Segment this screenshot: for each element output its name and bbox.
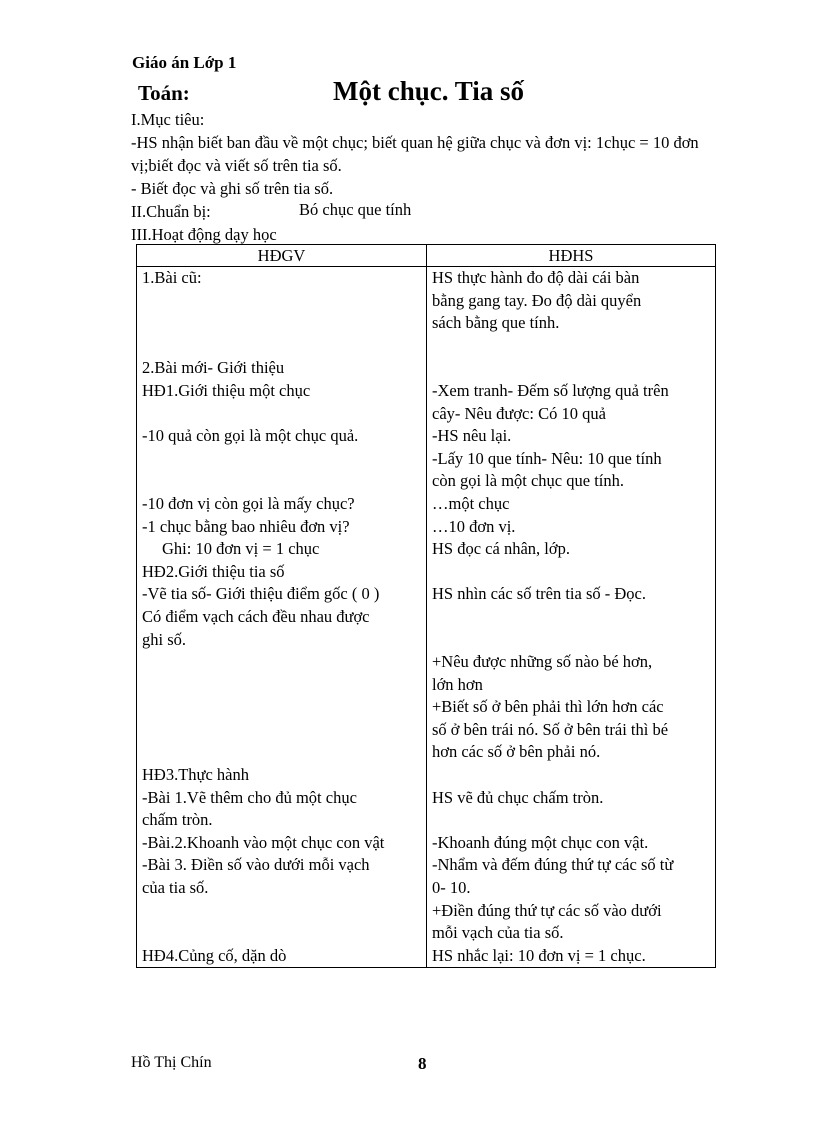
activity-line: HS vẽ đủ chục chấm tròn.	[432, 787, 604, 807]
activity-line: -10 quả còn gọi là một chục quả.	[142, 426, 359, 446]
activity-line: +Điền đúng thứ tự các số vào dưới	[432, 900, 662, 920]
activity-line: -Nhẩm và đếm đúng thứ tự các số từ	[432, 855, 674, 875]
activity-line	[142, 290, 421, 313]
author-name: Hồ Thị Chín	[131, 1054, 212, 1071]
activity-line: -Vẽ tia số- Giới thiệu điểm gốc ( 0 )	[142, 584, 380, 604]
activity-line: Có điểm vạch cách đều nhau được	[142, 606, 370, 626]
activity-line	[432, 606, 710, 629]
activity-line	[142, 403, 421, 426]
table-header-row	[137, 245, 716, 267]
teacher-column-header: HĐGV	[137, 245, 427, 267]
document-label: Giáo án Lớp 1	[132, 53, 237, 72]
activity-line: HĐ3.Thực hành	[142, 765, 250, 785]
activity-line: HS nhìn các số trên tia số - Đọc.	[432, 584, 646, 604]
page-number: 8	[418, 1054, 427, 1073]
activity-line: 1.Bài cũ:	[142, 268, 202, 287]
activity-line: bằng gang tay. Đo độ dài quyển	[432, 290, 642, 310]
activity-line	[142, 922, 421, 945]
activity-line: +Biết số ở bên phải thì lớn hơn các	[432, 697, 664, 717]
activity-line	[142, 335, 421, 358]
page-title: Một chục. Tia số	[333, 76, 525, 106]
activity-line	[142, 470, 421, 493]
activity-line: -Bài 1.Vẽ thêm cho đủ một chục	[142, 787, 357, 807]
activity-line: ghi số.	[142, 629, 187, 649]
activity-line: HS thực hành đo độ dài cái bàn	[432, 268, 640, 287]
activity-line: 0- 10.	[432, 878, 471, 898]
activity-line	[142, 719, 421, 742]
subject-label: Toán:	[138, 81, 190, 105]
activity-line: +Nêu được những số nào bé hơn,	[432, 652, 653, 672]
student-column-header: HĐHS	[427, 245, 716, 267]
activity-line	[142, 696, 421, 719]
activity-line: -Bài.2.Khoanh vào một chục con vật	[142, 832, 385, 852]
activities-heading: III.Hoạt động dạy học	[131, 225, 277, 244]
activity-line: -Xem tranh- Đếm số lượng quả trên	[432, 380, 669, 400]
activity-line: HS đọc cá nhân, lớp.	[432, 539, 570, 559]
activity-line: -Lấy 10 que tính- Nêu: 10 que tính	[432, 448, 662, 468]
activity-line: sách bằng que tính.	[432, 313, 560, 333]
activity-line	[142, 900, 421, 923]
activity-line: Ghi: 10 đơn vị = 1 chục	[162, 539, 320, 559]
activity-line: của tia số.	[142, 878, 209, 898]
activity-line	[142, 651, 421, 674]
preparation-heading: II.Chuẩn bị:	[131, 202, 211, 221]
activity-line	[142, 448, 421, 471]
objective-2: - Biết đọc và ghi số trên tia số.	[131, 179, 334, 198]
activity-line: mỗi vạch của tia số.	[432, 923, 564, 943]
activity-line	[142, 312, 421, 335]
activity-line: -Bài 3. Điền số vào dưới mỗi vạch	[142, 855, 370, 875]
activity-line	[432, 809, 710, 832]
student-activities-cell	[427, 267, 716, 968]
activity-line: 2.Bài mới- Giới thiệu	[142, 358, 285, 378]
activity-line: còn gọi là một chục que tính.	[432, 471, 624, 491]
activity-line: chấm tròn.	[142, 810, 213, 830]
table-row	[137, 267, 716, 968]
objective-1: -HS nhận biết ban đầu về một chục; biết quan hệ giữa chục và đơn vị: 1chục = 10 đơn vị;biết đọc và viết số trên tia số.	[131, 133, 699, 175]
activities-table	[136, 244, 716, 968]
activity-line: HĐ2.Giới thiệu tia số	[142, 561, 285, 581]
activity-line: cây- Nêu được: Có 10 quả	[432, 403, 606, 423]
activity-line: …10 đơn vị.	[432, 516, 516, 536]
activity-line: -Khoanh đúng một chục con vật.	[432, 832, 649, 852]
activity-line: HĐ4.Củng cố, dặn dò	[142, 945, 287, 965]
objectives-heading: I.Mục tiêu:	[131, 110, 205, 129]
activity-line	[432, 357, 710, 380]
activity-line: HS nhắc lại: 10 đơn vị = 1 chục.	[432, 945, 646, 965]
activity-line: HĐ1.Giới thiệu một chục	[142, 380, 311, 400]
activity-line: -10 đơn vị còn gọi là mấy chục?	[142, 493, 355, 513]
activity-line	[432, 629, 710, 652]
activity-line: hơn các số ở bên phải nó.	[432, 742, 601, 762]
activity-line	[142, 741, 421, 764]
preparation-value: Bó chục que tính	[299, 200, 412, 219]
activity-line	[432, 764, 710, 787]
activity-line	[142, 674, 421, 697]
teacher-activities-cell	[137, 267, 427, 968]
activity-line: số ở bên trái nó. Số ở bên trái thì bé	[432, 719, 669, 739]
activity-line: …một chục	[432, 493, 510, 513]
activity-line	[432, 335, 710, 358]
activity-line: -HS nêu lại.	[432, 426, 512, 446]
activity-line	[432, 561, 710, 584]
activity-line: -1 chục bằng bao nhiêu đơn vị?	[142, 516, 350, 536]
activity-line: lớn hơn	[432, 674, 483, 694]
